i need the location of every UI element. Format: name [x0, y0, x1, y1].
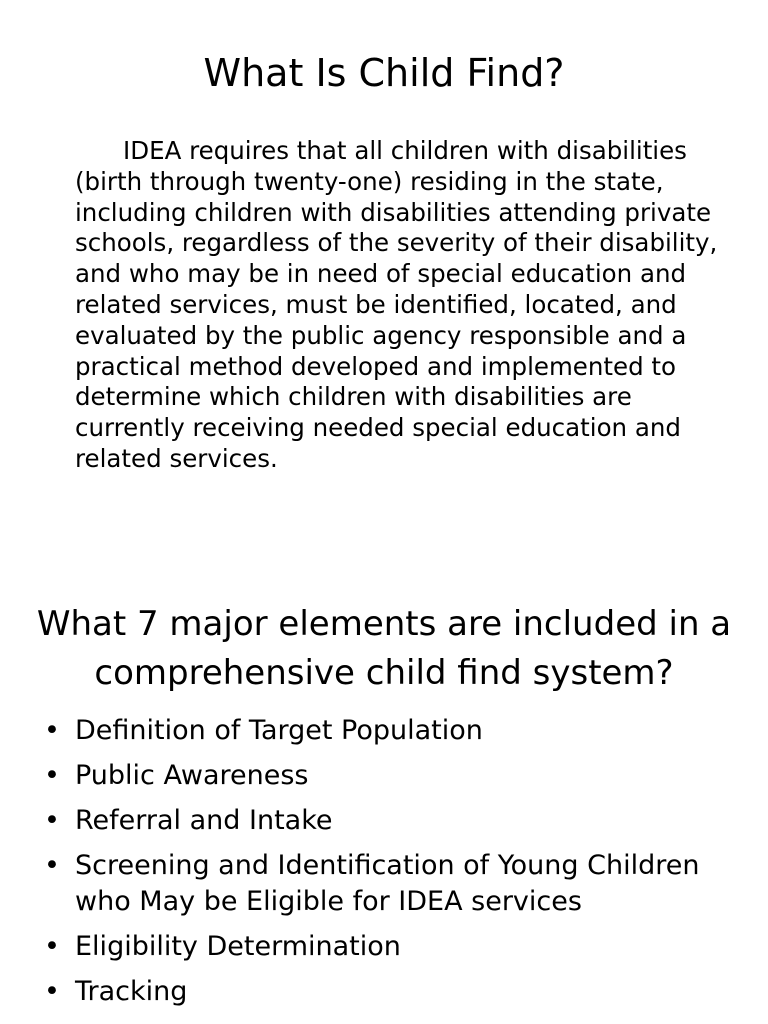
bullet-icon: • — [44, 931, 60, 962]
list-item-text: Definition of Target Population — [75, 715, 483, 746]
bullet-icon: • — [44, 976, 60, 1007]
list-item-text: Screening and Identification of Young Children who May be Eligible for IDEA services — [75, 850, 700, 917]
list-item — [0, 929, 768, 965]
list-item-text: Eligibility Determination — [75, 931, 401, 962]
bullet-icon: • — [44, 805, 60, 836]
bullet-icon: • — [44, 760, 60, 791]
slide-title: What Is Child Find? — [203, 51, 565, 95]
list-item — [0, 803, 768, 839]
bullet-icon: • — [44, 715, 60, 746]
slide-body-text: IDEA requires that all children with disabilities (birth through twenty-one) residing in the state, including children with disabilities attending private schools, regardless of the severity of their disability, and who may be in need of special education and related services, must be identified, located, and evaluated by the public agency responsible and a practical method developed and implemented to determine which children with disabilities are currently receiving needed special education and related services. — [75, 136, 718, 473]
slide-major-elements — [0, 590, 768, 1024]
list-item-text: Tracking — [75, 976, 188, 1007]
list-item-text: Public Awareness — [75, 760, 309, 791]
list-item — [0, 848, 768, 920]
list-item — [0, 758, 768, 794]
list-item — [0, 713, 768, 749]
bullet-list — [0, 713, 768, 1019]
bullet-icon: • — [44, 850, 60, 881]
list-item — [0, 974, 768, 1010]
slide-child-find-definition — [0, 0, 768, 500]
slide-title: What 7 major elements are included in a comprehensive child find system? — [36, 604, 732, 693]
list-item-text: Referral and Intake — [75, 805, 333, 836]
